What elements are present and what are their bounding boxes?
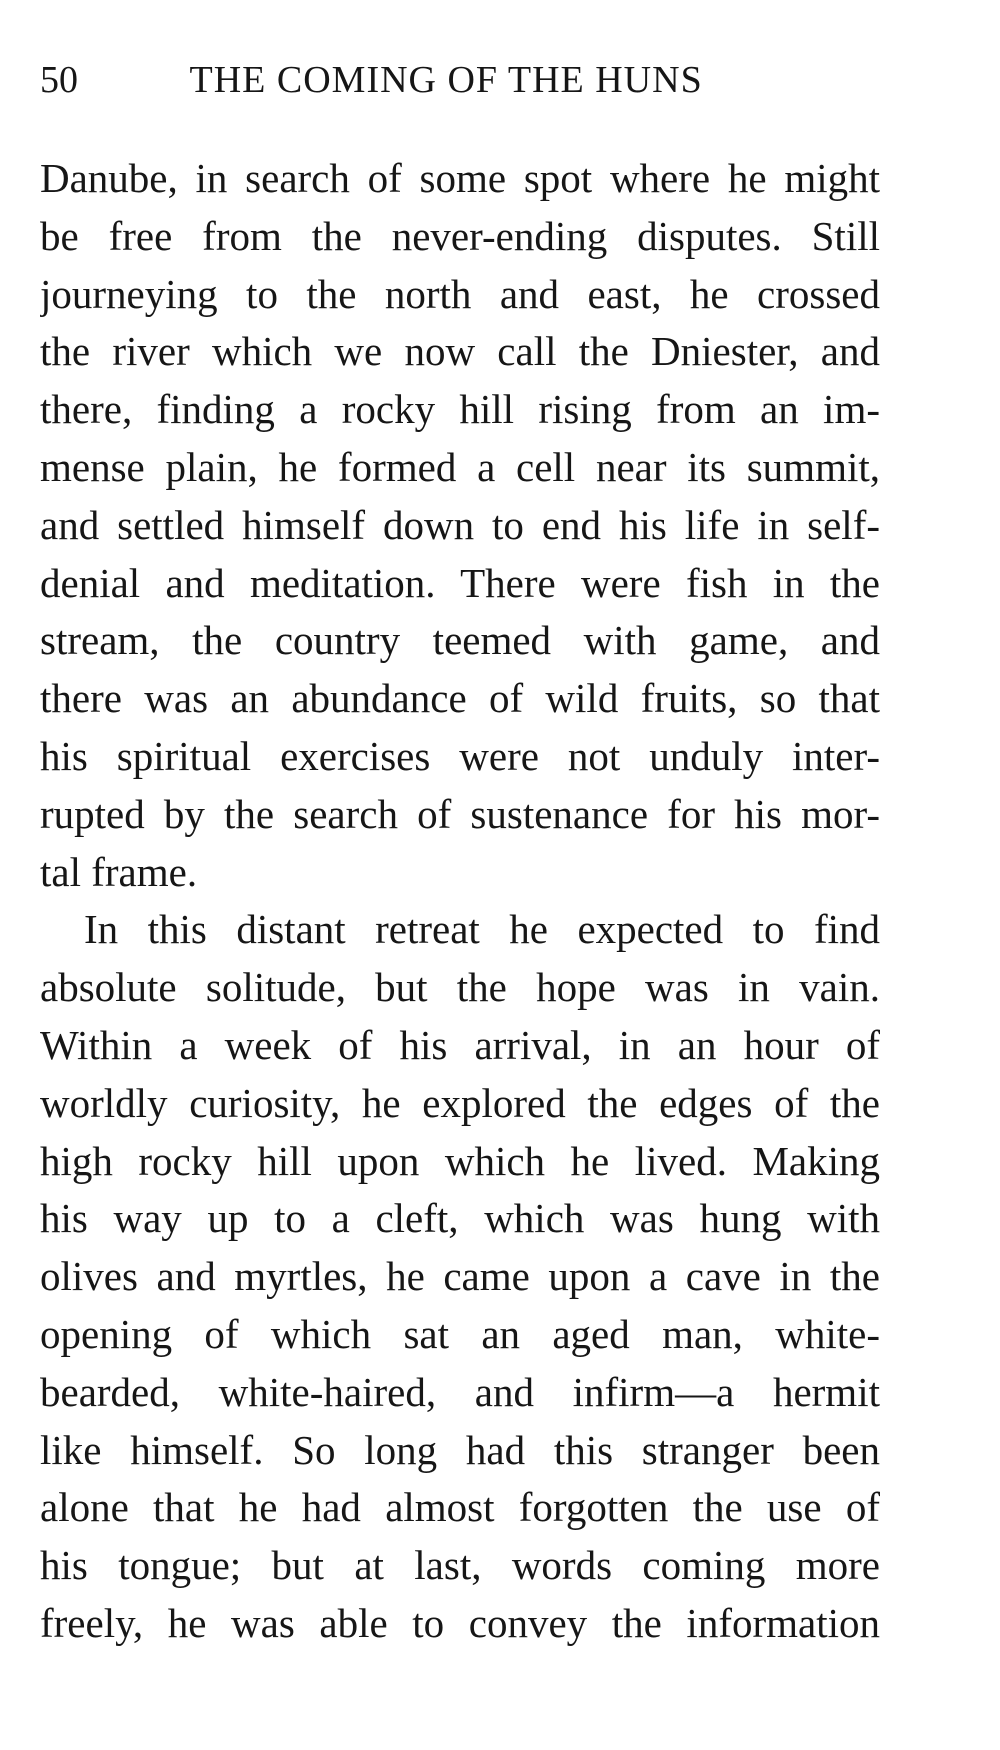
text-line: there was an abundance of wild fruits, so that: [40, 675, 880, 722]
text-line: alone that he had almost forgotten the use of: [40, 1484, 880, 1531]
text-line: the river which we now call the Dniester, and: [40, 328, 880, 375]
text-line: and settled himself down to end his life in self-: [40, 501, 880, 548]
text-line: In this distant retreat he expected to find: [84, 906, 880, 953]
page-number: 50: [40, 59, 78, 101]
text-line: opening of which sat an aged man, white-: [40, 1310, 880, 1357]
text-line: stream, the country teemed with game, and: [40, 617, 880, 664]
text-line: tal frame.: [40, 848, 198, 895]
body-text: [40, 150, 880, 1653]
text-line: his way up to a cleft, which was hung with: [40, 1195, 880, 1242]
text-line: absolute solitude, but the hope was in vain.: [40, 964, 880, 1011]
text-line: journeying to the north and east, he crossed: [40, 270, 880, 317]
text-line: like himself. So long had this stranger been: [40, 1426, 880, 1473]
text-line: Danube, in search of some spot where he might: [40, 155, 880, 201]
text-line: bearded, white-haired, and infirm—a hermit: [40, 1368, 880, 1415]
text-line: denial and meditation. There were fish in the: [40, 559, 880, 606]
running-head: [40, 52, 880, 108]
text-line: olives and myrtles, he came upon a cave in the: [40, 1253, 880, 1300]
text-line: worldly curiosity, he explored the edges of the: [40, 1079, 880, 1126]
text-line: freely, he was able to convey the information: [40, 1599, 880, 1646]
text-line: Within a week of his arrival, in an hour of: [40, 1021, 880, 1068]
text-line: mense plain, he formed a cell near its summit,: [40, 443, 880, 490]
text-line: his spiritual exercises were not unduly inter-: [40, 732, 880, 779]
book-title: THE COMING OF THE HUNS: [189, 59, 703, 101]
text-line: high rocky hill upon which he lived. Making: [40, 1137, 880, 1184]
text-line: there, finding a rocky hill rising from an im-: [40, 386, 880, 433]
text-line: be free from the never-ending disputes. Still: [40, 212, 880, 259]
text-line: rupted by the search of sustenance for his mor-: [40, 790, 880, 837]
text-line: his tongue; but at last, words coming more: [40, 1542, 880, 1589]
